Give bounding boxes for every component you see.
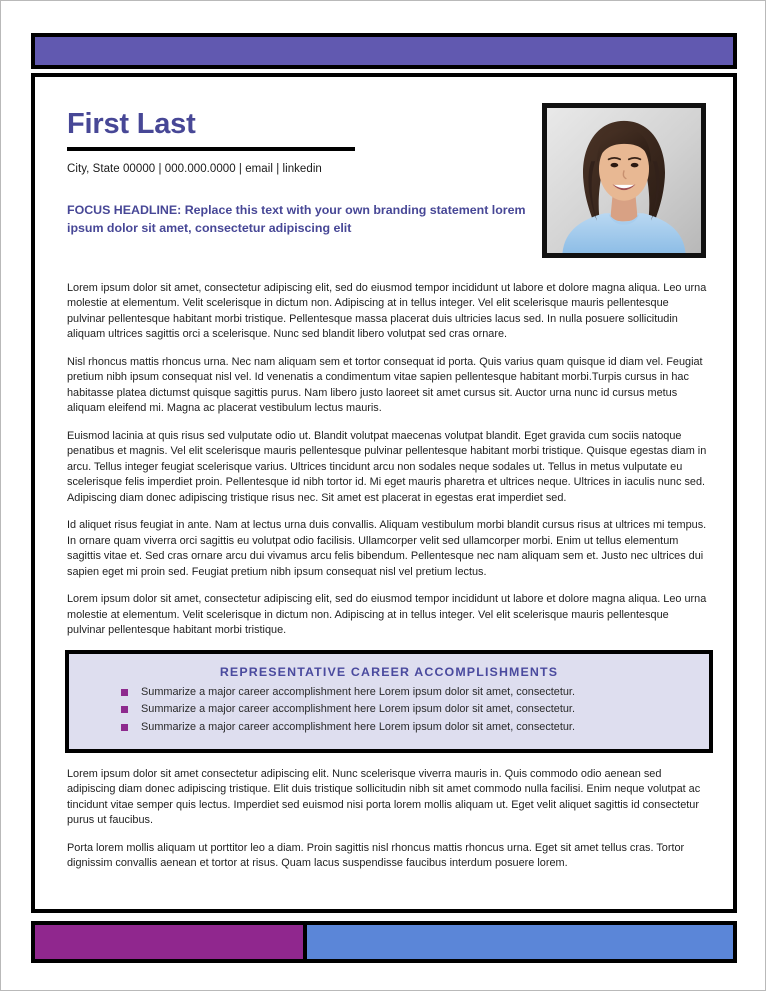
square-bullet-icon <box>121 706 128 713</box>
list-item-label: Summarize a major career accomplishment here Lorem ipsum dolor sit amet, consectetur. <box>141 685 575 698</box>
portrait-photo-image <box>547 108 701 253</box>
summary-paragraph: Euismod lacinia at quis risus sed vulputate odio ut. Blandit volutpat maecenas volutpat blandit. Eget gravida cum sociis natoque penatibus et magnis. Vel elit scelerisque mauris pellentesque pulvinar pellentesque habitant morbi tristique. Quisque egestas diam in arcu. Tellus integer feugiat scelerisque varius. Ultrices tincidunt arcu non sodales neque sodales ut. Tellus in metus vulputate eu scelerisque felis imperdiet proin. Pellentesque id nibh tortor id. Mi eget mauris pharetra et ultrices neque. Ultrices in iaculis nunc sed. Adipiscing diam donec adipiscing tristique risus nec. Sit amet est placerat in egestas erat imperdiet sed. <box>67 429 707 504</box>
name-block <box>63 95 533 238</box>
footer-accent-right <box>307 925 733 959</box>
square-bullet-icon <box>121 689 128 696</box>
contact-line: City, State 00000 | 000.000.0000 | email | linkedin <box>67 163 322 176</box>
footer-accent-bar <box>31 921 737 963</box>
name-divider-rule <box>67 147 355 151</box>
content-frame-inner <box>35 77 733 909</box>
summary-paragraph: Lorem ipsum dolor sit amet, consectetur adipiscing elit, sed do eiusmod tempor incididunt ut labore et dolore magna aliqua. Leo urna molestie at elementum. Velit scelerisque in dictum non. Adipiscing at in tellus integer. Vel elit scelerisque mauris pellentesque pulvinar pellentesque habitant morbi tristique. Pellentesque massa placerat duis ultricies lacus sed. In nulla posuere sollicitudin aliquam ultrices sagittis orci a scelerisque. Nunc sed blandit libero volutpat sed cras ornare. <box>67 282 707 341</box>
resume-header <box>63 95 709 277</box>
closing-paragraph: Lorem ipsum dolor sit amet consectetur adipiscing elit. Nunc scelerisque viverra mauris in. Quis commodo odio aenean sed adipiscing diam donec adipiscing tristique. Elit duis tristique sollicitudin nibh sit amet commodo nulla facilisi. Enim neque volutpat ac tincidunt vitae semper quis lectus. Imperdiet sed euismod nisi porta lorem mollis aliquam ut. Eget velit aliquet sagittis id consectetur purus ut faucibus. <box>67 767 701 827</box>
summary-paragraph: Lorem ipsum dolor sit amet, consectetur adipiscing elit, sed do eiusmod tempor incididunt ut labore et dolore magna aliqua. Leo urna molestie at elementum. Velit scelerisque in dictum non. Adipiscing at in tellus integer. Vel elit scelerisque mauris pellentesque pulvinar pellentesque habitant morbi tristique. <box>67 593 707 637</box>
list-item <box>141 684 695 702</box>
list-item <box>141 701 695 719</box>
closing-section <box>63 767 709 872</box>
page-title: First Last <box>67 108 196 140</box>
accomplishments-list <box>83 684 695 737</box>
accomplishments-box <box>65 650 713 753</box>
summary-section <box>63 281 709 639</box>
footer-accent-left <box>35 925 303 959</box>
headshot-photo <box>542 103 706 258</box>
list-item-label: Summarize a major career accomplishment here Lorem ipsum dolor sit amet, consectetur. <box>141 721 575 733</box>
summary-paragraph: Id aliquet risus feugiat in ante. Nam at lectus urna duis convallis. Aliquam vestibulum morbi blandit cursus risus at ultrices mi tempus. In ornare quam viverra orci sagittis eu volutpat odio facilisis. Ullamcorper velit sed ullamcorper morbi. Enim ut tellus elementum sagittis vitae et. Sed cras ornare arcu dui vivamus arcu felis bibendum. Pellentesque nec nam aliquam sem et. Justo nec ultrices dui sapien eget mi proin sed. Feugiat pretium nibh ipsum consequat nisl vel pretium lectus. <box>67 519 707 578</box>
summary-paragraph: Nisl rhoncus mattis rhoncus urna. Nec nam aliquam sem et tortor consequat id porta. Quis varius quam quisque id diam vel. Feugiat pretium nibh ipsum consequat nisl vel. Id venenatis a condimentum vitae sapien pellentesque habitant morbi.Turpis cursus in hac habitasse platea dictumst quisque sagittis purus. Nam libero justo laoreet sit amet cursus sit. Auctor urna nunc id cursus metus aliquam eleifend mi. Magna ac placerat vestibulum lectus mauris. <box>67 355 703 415</box>
accomplishments-title: REPRESENTATIVE CAREER ACCOMPLISHMENTS <box>219 664 559 679</box>
focus-headline: FOCUS HEADLINE: Replace this text with your own branding statement lorem ipsum dolor sit amet, consectetur adipiscing elit <box>67 203 526 236</box>
list-item <box>141 719 695 737</box>
list-item-label: Summarize a major career accomplishment here Lorem ipsum dolor sit amet, consectetur. <box>141 703 575 716</box>
content-frame <box>31 73 737 913</box>
closing-paragraph: Porta lorem mollis aliquam ut porttitor leo a diam. Proin sagittis nisl rhoncus mattis rhoncus urna. Eget sit amet tellus cras. Tortor dignissim convallis aenean et tortor at risus. Quam lacus suspendisse faucibus interdum posuere lorem. <box>67 841 685 870</box>
square-bullet-icon <box>121 724 128 731</box>
header-accent-bar <box>31 33 737 69</box>
